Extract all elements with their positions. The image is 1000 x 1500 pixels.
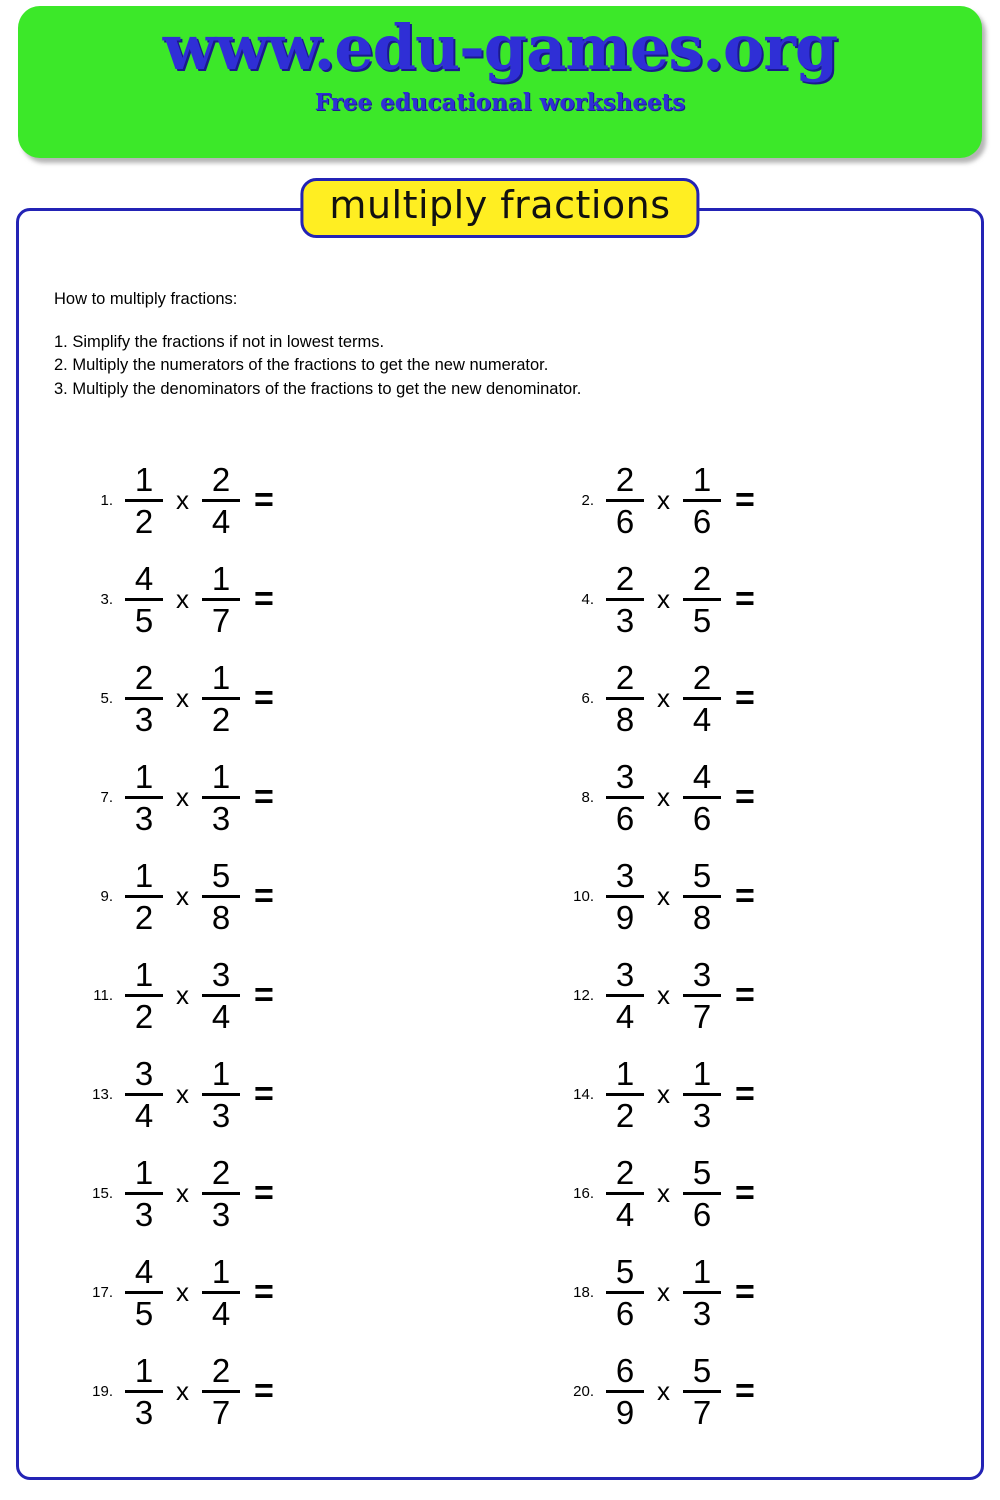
fraction-first — [125, 660, 163, 737]
denominator: 3 — [134, 701, 154, 738]
denominator: 9 — [615, 899, 635, 936]
problem-item — [500, 1144, 981, 1243]
fraction-bar — [606, 1390, 644, 1393]
fraction-second — [683, 1155, 721, 1232]
numerator: 1 — [134, 1154, 154, 1191]
numerator: 6 — [615, 1352, 635, 1389]
fraction-first — [125, 1254, 163, 1331]
fraction-second — [202, 1155, 240, 1232]
fraction-second — [683, 1056, 721, 1133]
instruction-step-2: 2. Multiply the numerators of the fractions to get the new numerator. — [54, 356, 549, 374]
denominator: 3 — [211, 1196, 231, 1233]
numerator: 1 — [615, 1055, 635, 1092]
problem-item — [19, 748, 500, 847]
problem-item — [19, 847, 500, 946]
multiply-operator: x — [176, 881, 189, 911]
fraction-bar — [683, 598, 721, 601]
equals-sign: = — [735, 877, 755, 915]
multiply-operator: x — [657, 1376, 670, 1406]
fraction-first — [125, 957, 163, 1034]
numerator: 1 — [211, 758, 231, 795]
denominator: 5 — [134, 602, 154, 639]
equals-sign: = — [254, 1174, 274, 1212]
fraction-bar — [202, 1390, 240, 1393]
numerator: 2 — [615, 659, 635, 696]
problem-item — [500, 451, 981, 550]
fraction-bar — [606, 697, 644, 700]
problem-number: 9. — [100, 888, 113, 905]
fraction-first — [606, 957, 644, 1034]
denominator: 2 — [134, 998, 154, 1035]
equals-sign: = — [735, 976, 755, 1014]
numerator: 1 — [692, 1055, 712, 1092]
problem-number: 18. — [573, 1284, 594, 1301]
fraction-first — [606, 1254, 644, 1331]
fraction-bar — [606, 499, 644, 502]
problem-number: 7. — [100, 789, 113, 806]
denominator: 6 — [615, 503, 635, 540]
fraction-first — [606, 1353, 644, 1430]
equals-sign: = — [254, 580, 274, 618]
equals-sign: = — [735, 481, 755, 519]
equals-sign: = — [254, 778, 274, 816]
problem-number: 13. — [92, 1086, 113, 1103]
denominator: 7 — [211, 1394, 231, 1431]
problem-item — [500, 550, 981, 649]
equals-sign: = — [735, 580, 755, 618]
fraction-bar — [683, 697, 721, 700]
multiply-operator: x — [657, 1277, 670, 1307]
instruction-step-1: 1. Simplify the fractions if not in lowest terms. — [54, 332, 385, 351]
problem-item — [19, 946, 500, 1045]
fraction-bar — [125, 895, 163, 898]
equals-sign: = — [254, 1273, 274, 1311]
problem-number: 16. — [573, 1185, 594, 1202]
fraction-second — [202, 858, 240, 935]
fraction-second — [202, 1353, 240, 1430]
problem-item — [500, 1342, 981, 1441]
fraction-bar — [202, 994, 240, 997]
numerator: 1 — [134, 857, 154, 894]
multiply-operator: x — [176, 1376, 189, 1406]
equals-sign: = — [735, 1372, 755, 1410]
fraction-bar — [202, 796, 240, 799]
numerator: 1 — [134, 1352, 154, 1389]
problem-number: 14. — [573, 1086, 594, 1103]
fraction-bar — [683, 796, 721, 799]
denominator: 3 — [211, 800, 231, 837]
denominator: 6 — [615, 1295, 635, 1332]
problem-item — [500, 748, 981, 847]
multiply-operator: x — [176, 485, 189, 515]
problem-number: 12. — [573, 987, 594, 1004]
fraction-second — [202, 462, 240, 539]
numerator: 1 — [211, 1055, 231, 1092]
problem-item — [500, 1243, 981, 1342]
fraction-bar — [125, 994, 163, 997]
denominator: 6 — [615, 800, 635, 837]
fraction-second — [683, 561, 721, 638]
multiply-operator: x — [176, 1277, 189, 1307]
numerator: 3 — [211, 956, 231, 993]
numerator: 3 — [134, 1055, 154, 1092]
fraction-bar — [683, 1291, 721, 1294]
equals-sign: = — [254, 481, 274, 519]
fraction-bar — [683, 1192, 721, 1195]
denominator: 5 — [134, 1295, 154, 1332]
fraction-second — [202, 957, 240, 1034]
fraction-first — [606, 462, 644, 539]
fraction-first — [606, 858, 644, 935]
fraction-second — [683, 462, 721, 539]
denominator: 8 — [692, 899, 712, 936]
denominator: 3 — [134, 800, 154, 837]
problem-number: 4. — [581, 591, 594, 608]
multiply-operator: x — [657, 584, 670, 614]
numerator: 4 — [134, 560, 154, 597]
numerator: 3 — [692, 956, 712, 993]
multiply-operator: x — [657, 881, 670, 911]
denominator: 8 — [615, 701, 635, 738]
numerator: 1 — [692, 461, 712, 498]
numerator: 5 — [692, 1154, 712, 1191]
fraction-bar — [606, 796, 644, 799]
problem-item — [500, 847, 981, 946]
fraction-first — [125, 1155, 163, 1232]
fraction-second — [202, 1056, 240, 1133]
numerator: 3 — [615, 758, 635, 795]
fraction-bar — [202, 1192, 240, 1195]
fraction-bar — [125, 796, 163, 799]
fraction-second — [683, 1254, 721, 1331]
numerator: 2 — [615, 1154, 635, 1191]
denominator: 2 — [615, 1097, 635, 1134]
problem-number: 3. — [100, 591, 113, 608]
problem-item — [19, 1243, 500, 1342]
fraction-bar — [125, 1390, 163, 1393]
numerator: 1 — [692, 1253, 712, 1290]
fraction-bar — [125, 697, 163, 700]
fraction-second — [683, 957, 721, 1034]
numerator: 2 — [211, 461, 231, 498]
problem-item — [19, 451, 500, 550]
fraction-bar — [606, 1192, 644, 1195]
equals-sign: = — [254, 976, 274, 1014]
equals-sign: = — [254, 1075, 274, 1113]
fraction-second — [202, 561, 240, 638]
fraction-bar — [125, 598, 163, 601]
multiply-operator: x — [657, 1178, 670, 1208]
numerator: 1 — [211, 659, 231, 696]
denominator: 4 — [211, 1295, 231, 1332]
fraction-first — [606, 1056, 644, 1133]
denominator: 3 — [134, 1394, 154, 1431]
worksheet-sheet — [16, 208, 984, 1480]
instructions-block — [54, 291, 581, 404]
equals-sign: = — [254, 877, 274, 915]
denominator: 7 — [692, 998, 712, 1035]
numerator: 5 — [692, 1352, 712, 1389]
fraction-bar — [683, 895, 721, 898]
worksheet-title-badge — [300, 178, 699, 238]
problem-number: 8. — [581, 789, 594, 806]
fraction-bar — [683, 1093, 721, 1096]
fraction-bar — [202, 1291, 240, 1294]
fraction-bar — [683, 994, 721, 997]
problem-number: 10. — [573, 888, 594, 905]
problem-number: 11. — [93, 987, 113, 1004]
fraction-bar — [606, 598, 644, 601]
numerator: 5 — [615, 1253, 635, 1290]
equals-sign: = — [735, 1174, 755, 1212]
denominator: 3 — [615, 602, 635, 639]
numerator: 4 — [134, 1253, 154, 1290]
multiply-operator: x — [176, 782, 189, 812]
problem-number: 5. — [100, 690, 113, 707]
numerator: 1 — [211, 560, 231, 597]
numerator: 1 — [134, 758, 154, 795]
multiply-operator: x — [657, 683, 670, 713]
multiply-operator: x — [176, 980, 189, 1010]
denominator: 3 — [692, 1295, 712, 1332]
numerator: 1 — [211, 1253, 231, 1290]
equals-sign: = — [254, 1372, 274, 1410]
fraction-bar — [202, 895, 240, 898]
problem-number: 1. — [100, 492, 113, 509]
numerator: 2 — [692, 560, 712, 597]
equals-sign: = — [735, 778, 755, 816]
equals-sign: = — [735, 1273, 755, 1311]
fraction-bar — [683, 499, 721, 502]
equals-sign: = — [254, 679, 274, 717]
denominator: 4 — [615, 998, 635, 1035]
fraction-bar — [125, 499, 163, 502]
numerator: 2 — [211, 1154, 231, 1191]
denominator: 6 — [692, 800, 712, 837]
instructions-lead: How to multiply fractions: — [54, 290, 238, 308]
fraction-bar — [125, 1093, 163, 1096]
numerator: 5 — [692, 857, 712, 894]
denominator: 4 — [211, 998, 231, 1035]
multiply-operator: x — [176, 1079, 189, 1109]
fraction-first — [125, 759, 163, 836]
numerator: 3 — [615, 857, 635, 894]
problem-item — [500, 1045, 981, 1144]
numerator: 2 — [615, 461, 635, 498]
fraction-first — [606, 759, 644, 836]
problem-item — [19, 1045, 500, 1144]
denominator: 7 — [211, 602, 231, 639]
fraction-second — [202, 1254, 240, 1331]
page-title: multiply fractions — [329, 183, 671, 227]
problem-item — [19, 1342, 500, 1441]
problem-item — [500, 946, 981, 1045]
equals-sign: = — [735, 1075, 755, 1113]
multiply-operator: x — [176, 1178, 189, 1208]
problem-number: 15. — [92, 1185, 113, 1202]
denominator: 4 — [134, 1097, 154, 1134]
denominator: 3 — [211, 1097, 231, 1134]
fraction-bar — [202, 1093, 240, 1096]
denominator: 9 — [615, 1394, 635, 1431]
multiply-operator: x — [176, 584, 189, 614]
fraction-bar — [606, 994, 644, 997]
instruction-step-3: 3. Multiply the denominators of the fractions to get the new denominator. — [54, 379, 582, 398]
fraction-second — [683, 660, 721, 737]
multiply-operator: x — [657, 1079, 670, 1109]
denominator: 8 — [211, 899, 231, 936]
problem-number: 19. — [92, 1383, 113, 1400]
numerator: 2 — [692, 659, 712, 696]
problem-item — [19, 550, 500, 649]
problem-number: 2. — [581, 492, 594, 509]
denominator: 7 — [692, 1394, 712, 1431]
problem-item — [19, 1144, 500, 1243]
fraction-bar — [202, 499, 240, 502]
multiply-operator: x — [657, 980, 670, 1010]
problem-item — [500, 649, 981, 748]
site-url: www.edu-games.org — [162, 11, 838, 84]
fraction-bar — [202, 697, 240, 700]
fraction-first — [125, 1056, 163, 1133]
problem-item — [19, 649, 500, 748]
numerator: 2 — [615, 560, 635, 597]
fraction-second — [202, 759, 240, 836]
fraction-first — [606, 1155, 644, 1232]
denominator: 2 — [134, 503, 154, 540]
numerator: 2 — [134, 659, 154, 696]
fraction-bar — [202, 598, 240, 601]
site-tagline: Free educational worksheets — [314, 89, 686, 117]
fraction-bar — [606, 895, 644, 898]
numerator: 3 — [615, 956, 635, 993]
fraction-first — [125, 1353, 163, 1430]
denominator: 2 — [134, 899, 154, 936]
fraction-second — [683, 759, 721, 836]
fraction-second — [202, 660, 240, 737]
numerator: 2 — [211, 1352, 231, 1389]
denominator: 5 — [692, 602, 712, 639]
fraction-second — [683, 858, 721, 935]
numerator: 1 — [134, 461, 154, 498]
denominator: 4 — [692, 701, 712, 738]
fraction-first — [606, 660, 644, 737]
fraction-first — [125, 858, 163, 935]
denominator: 4 — [211, 503, 231, 540]
equals-sign: = — [735, 679, 755, 717]
numerator: 4 — [692, 758, 712, 795]
denominator: 3 — [692, 1097, 712, 1134]
fraction-first — [606, 561, 644, 638]
multiply-operator: x — [176, 683, 189, 713]
problem-number: 6. — [581, 690, 594, 707]
fraction-bar — [683, 1390, 721, 1393]
denominator: 2 — [211, 701, 231, 738]
denominator: 4 — [615, 1196, 635, 1233]
multiply-operator: x — [657, 782, 670, 812]
fraction-bar — [125, 1192, 163, 1195]
numerator: 5 — [211, 857, 231, 894]
problem-number: 20. — [573, 1383, 594, 1400]
problem-number: 17. — [92, 1284, 113, 1301]
fraction-first — [125, 561, 163, 638]
problems-grid — [19, 451, 981, 1441]
fraction-bar — [606, 1093, 644, 1096]
denominator: 6 — [692, 1196, 712, 1233]
denominator: 3 — [134, 1196, 154, 1233]
fraction-bar — [606, 1291, 644, 1294]
numerator: 1 — [134, 956, 154, 993]
site-banner — [18, 6, 982, 158]
fraction-first — [125, 462, 163, 539]
fraction-second — [683, 1353, 721, 1430]
multiply-operator: x — [657, 485, 670, 515]
fraction-bar — [125, 1291, 163, 1294]
denominator: 6 — [692, 503, 712, 540]
